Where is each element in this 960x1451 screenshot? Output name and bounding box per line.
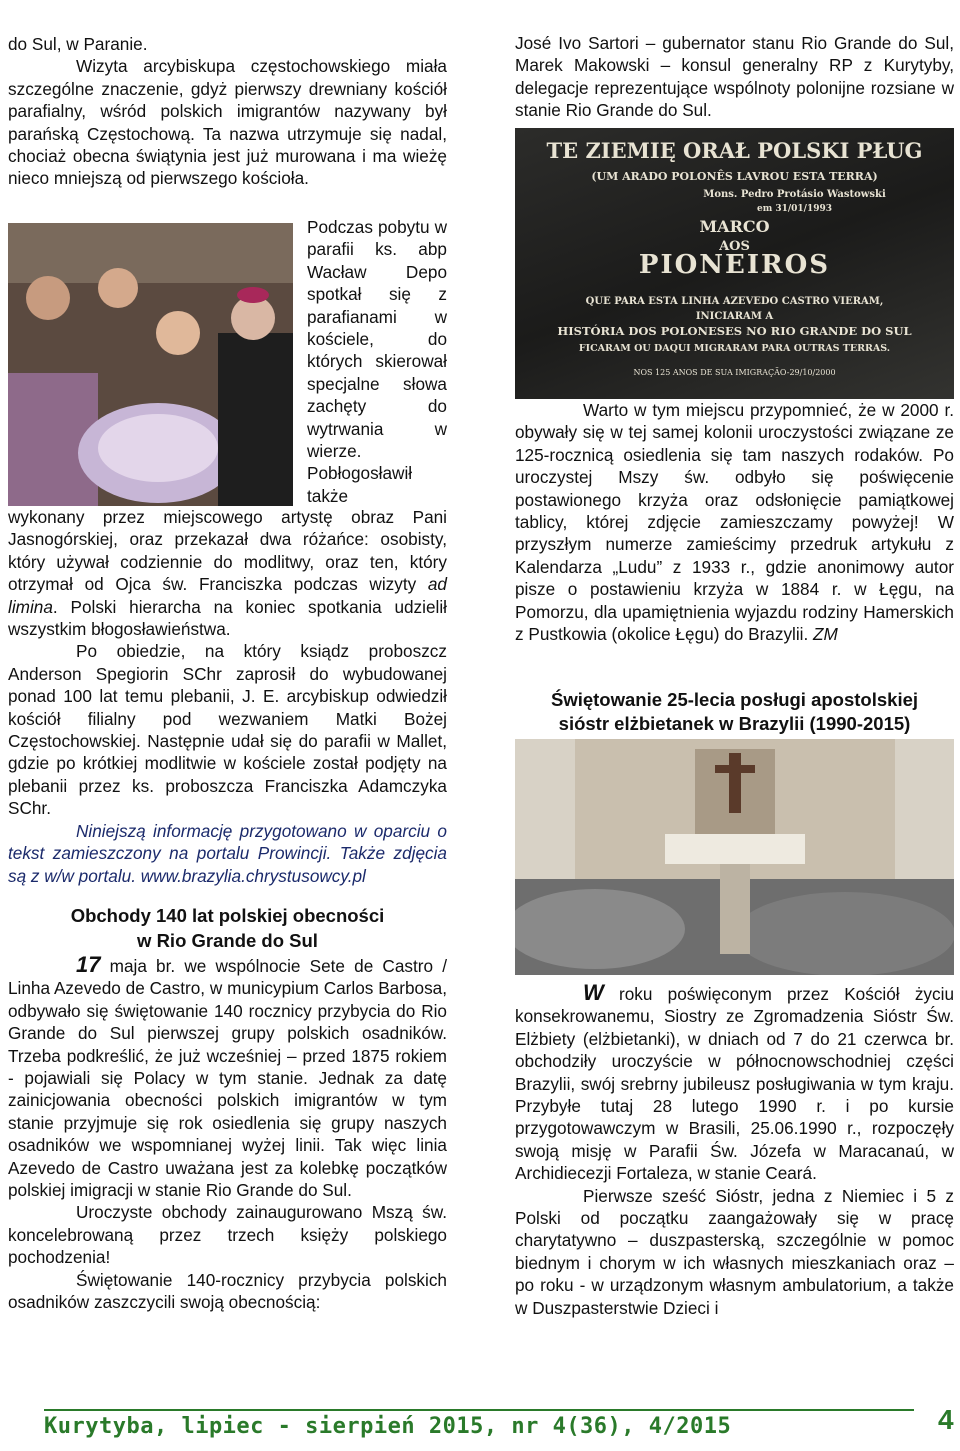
paragraph	[515, 399, 954, 645]
plaque-line: INICIARAM A	[695, 311, 774, 322]
paragraph: Świętowanie 140-rocznicy przybycia polskich osadników zaszczycili swoją obecnością:	[8, 1269, 447, 1313]
right-column-middle	[515, 399, 954, 645]
paragraph: Po obiedzie, na który ksiądz proboszcz Anderson Spegiorin SChr zaprosił do wybudowanej ponad 100 lat temu plebanii, J. E. arcybiskup odwiedził kościół filialny pod wezwaniem Matki Bożej Częstochowskiej. Następnie udał się do parafii w Mallet, gdzie po krótkiej modlitwie w kościele został podjęty na plebanii przez ks. proboszcza Franciszka Adamczyka SChr.	[8, 641, 447, 819]
article-heading-obchody	[8, 903, 447, 953]
plaque-line: NOS 125 ANOS DE SUA IMIGRAÇÃO-29/10/2000	[633, 368, 836, 377]
initial-number: 17	[76, 952, 101, 977]
text-run: . Polski hierarcha na koniec spotkania udzielił wszystkim błogosławieństwa.	[8, 596, 447, 640]
plaque-line: (UM ARADO POLONÊS LAVROU ESTA TERRA)	[591, 170, 878, 183]
italic-phrase: ad limina	[8, 574, 447, 617]
plaque-line: FICARAM OU DAQUI MIGRARAM PARA OUTRAS TERRAS.	[578, 343, 891, 354]
paragraph: Uroczyste obchody zainaugurowano Mszą św. koncelebrowaną przez trzech księży polskiego pochodzenia!	[8, 1202, 447, 1268]
plaque-line: TE ZIEMIĘ ORAŁ POLSKI PŁUG	[546, 138, 923, 163]
plaque-line: PIONEIROS	[638, 250, 831, 280]
heading-line: Świętowanie 25-lecia posługi apostolskiej	[550, 689, 919, 710]
text-run: maja br. we wspólnocie Sete de Castro / Linha Azevedo de Castro, w municypium Carlos Barbosa, odbywało się świętowanie 140 rocznicy przybycia do Rio Grande do Sul pierwszej grupy polskich osadników. Trzeba podkreślić, że już wcześniej – przed 1875 rokiem - pojawiali się Polacy w tym stanie. Jednak za datę zainicjowania obecności polskich imigrantów w tym stanie przyjmuje się rok osiedlenia się grupy naszych osadników we wspomnianej wyżej linii. Tak więc linia Azevedo de Castro uważana jest za kolebkę początków polskiej imigracji w stanie Rio Grande do Sul.	[8, 956, 447, 1201]
photo-church-celebration	[515, 739, 954, 975]
heading-line: w Rio Grande do Sul	[137, 930, 318, 951]
photo-bishop-with-parishioners	[8, 223, 293, 506]
side-text-beside-photo: Podczas pobytu w parafii ks. abp Wacław Depo spotkał się z parafianami w kościele, do których skierował specjalne słowa zachęty do wytrwania w wierze. Pobłogosławił także	[307, 217, 447, 506]
plaque-line: Mons. Pedro Protásio Wastowski	[703, 189, 886, 200]
source-note: Niniejszą informację przygotowano w oparciu o tekst zamieszczony na portalu Prowincji. Także zdjęcia są z w/w portalu. www.brazylia.chrystusowcy.pl	[8, 820, 447, 886]
plaque-line: MARCO	[699, 217, 770, 236]
text-run: wykonany przez miejscowego artystę obraz Pani Jasnogórskiej, oraz przekazał dwa różańce: osobisty, który używał codziennie do modlitwy, oraz ten, który otrzymał od Ojca św. Franciszka podczas wizyty	[8, 507, 447, 595]
paragraph	[8, 506, 447, 640]
paragraph	[8, 954, 447, 1201]
article-heading-jubilee	[515, 688, 954, 736]
paragraph	[515, 982, 954, 1185]
footer-rule	[44, 1409, 914, 1411]
plaque-line: HISTÓRIA DOS POLONESES NO RIO GRANDE DO SUL	[557, 324, 912, 338]
paragraph: do Sul, w Paranie.	[8, 34, 148, 54]
heading-line: sióstr elżbietanek w Brazylii (1990-2015)	[558, 713, 911, 734]
photo-illustration	[515, 739, 954, 975]
text-run: roku poświęconym przez Kościół życiu konsekrowanemu, Siostry ze Zgromadzenia Sióstr Św. Elżbiety (elżbietanki), w dniach od 7 do 21 czerwca br. obchodziły uroczyście w północnowschodniej części Brazylii, swój srebrny jubileusz posługiwania w tym kraju. Przybyłe tutaj 28 lutego 1990 r. i po kursie przygotowawczym w Brasili, 25.06.1990 r., rozpoczęły swoją misję w Parafii Św. Józefa w Maracanaú, w Archidiecezji Fortaleza, w stanie Ceará.	[515, 984, 954, 1184]
left-column-bottom	[8, 954, 447, 1314]
plaque-line: QUE PARA ESTA LINHA AZEVEDO CASTRO VIERAM,	[585, 296, 884, 307]
text-run: Warto w tym miejscu przypomnieć, że w 2000 r. obywały się w tej samej kolonii uroczystości związane ze 125-rocznicą osiedlenia się tam naszych rodaków. Po uroczystej Mszy św. odbyło się poświęcenie postawionego krzyża oraz odsłonięcie pamiątkowej tablicy, której zdjęcie zamieszczamy powyżej! W przyszłym numerze zamieścimy przedruk artykułu z Kalendarza „Ludu” z 1933 r., gdzie anonimowy autor pisze o postawieniu krzyża w 1884 r. w Łęgu, na Pomorzu, dla upamiętnienia wyjazdu rodziny Hamerskich z Pustkowia (okolice Łęgu) do Brazylii.	[515, 400, 954, 645]
photo-memorial-plaque	[515, 128, 954, 399]
paragraph: Wizyta arcybiskupa częstochowskiego miała szczególne znaczenie, gdyż pierwszy drewniany kościół parafialny, wśród polskich imigrantów nazywany był parańską Częstochową. Ta nazwa utrzymuje się nadal, chociaż obecna świątynia jest już murowana i ma wieżę nieco mniejszą od pierwszego kościoła.	[8, 56, 447, 189]
author-signature: ZM	[813, 624, 838, 645]
right-column-top: José Ivo Sartori – gubernator stanu Rio Grande do Sul, Marek Makowski – konsul generalny RP z Kurytyby, delegacje reprezentujące wspólnoty polonijne rozsiane w stanie Rio Grande do Sul.	[515, 33, 954, 121]
plaque-line: em 31/01/1993	[756, 204, 833, 214]
heading-line: Obchody 140 lat polskiej obecności	[70, 905, 385, 926]
left-column-middle	[8, 506, 447, 887]
footer-issue-info: Kurytyba, lipiec - sierpień 2015, nr 4(36), 4/2015	[44, 1414, 732, 1439]
plaque-line: AOS	[719, 239, 750, 254]
page-number: 4	[938, 1404, 954, 1435]
initial-letter: W	[583, 980, 604, 1005]
right-column-bottom	[515, 982, 954, 1319]
photo-illustration	[8, 223, 293, 506]
paragraph: Pierwsze sześć Sióstr, jedna z Niemiec i 5 z Polski od początku zaangażowały się w pracę charytatywno – duszpasterską, szczególnie w pomoc biednym i chorym w ich własnych mieszkaniach oraz – po roku - w urządzonym własnym ambulatorium, a także w Duszpasterstwie Dzieci i	[515, 1185, 954, 1318]
left-column-top	[8, 33, 447, 190]
